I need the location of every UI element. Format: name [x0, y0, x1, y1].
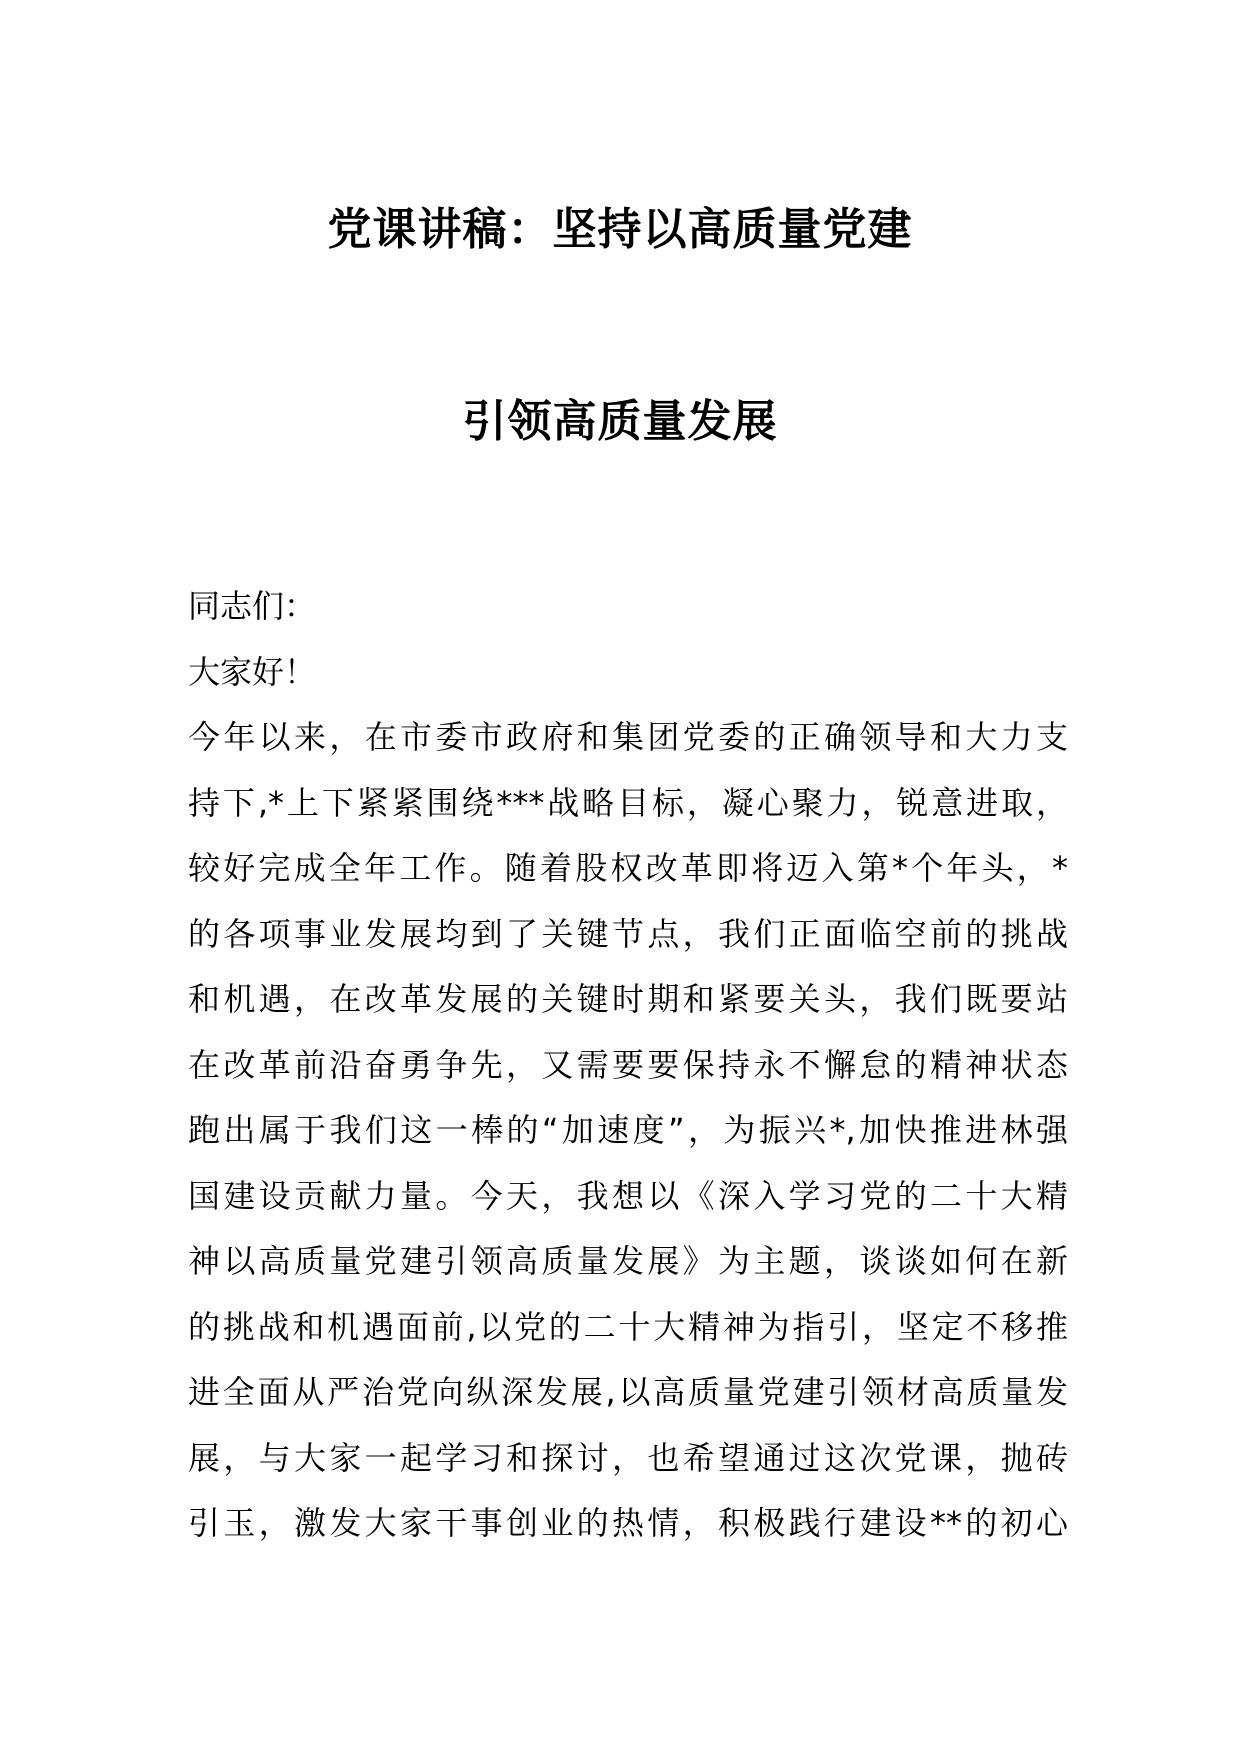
- paragraph-line: 的挑战和机遇面前,以党的二十大精神为指引，坚定不移推: [188, 1307, 1068, 1346]
- document-title-line-2: 引领高质量发展: [462, 396, 778, 447]
- document-body: [188, 574, 1068, 1557]
- paragraph-line: 持下,*上下紧紧围绕***战略目标，凝心聚力，锐意进取，: [188, 783, 1068, 822]
- paragraph-line: 进全面从严治党向纵深发展,以高质量党建引领材高质量发: [188, 1373, 1068, 1411]
- paragraph-line: 较好完成全年工作。随着股权改革即将迈入第*个年头，*: [188, 849, 1068, 887]
- paragraph-line: 国建设贡献力量。今天，我想以《深入学习党的二十大精: [188, 1176, 1068, 1215]
- paragraph-line: 今年以来，在市委市政府和集团党委的正确领导和大力支: [188, 718, 1068, 756]
- paragraph-line: 展，与大家一起学习和探讨，也希望通过这次党课，抛砖: [188, 1438, 1068, 1477]
- paragraph-line: 神以高质量党建引领高质量发展》为主题，谈谈如何在新: [188, 1242, 1068, 1280]
- document-title-line-1: 党课讲稿：坚持以高质量党建: [327, 204, 913, 255]
- salutation: 同志们：: [188, 587, 317, 625]
- paragraph-line: 的各项事业发展均到了关键节点，我们正面临空前的挑战: [188, 914, 1068, 953]
- paragraph-line: 和机遇，在改革发展的关键时期和紧要关头，我们既要站: [188, 980, 1068, 1018]
- paragraph-line: 跑出属于我们这一棒的“加速度”，为振兴*,加快推进林强: [188, 1111, 1068, 1149]
- greeting: 大家好！: [188, 652, 317, 691]
- paragraph-line: 引玉，激发大家干事创业的热情，积极践行建设**的初心: [188, 1504, 1068, 1542]
- paragraph-line: 在改革前沿奋勇争先，又需要要保持永不懈怠的精神状态: [188, 1045, 1068, 1084]
